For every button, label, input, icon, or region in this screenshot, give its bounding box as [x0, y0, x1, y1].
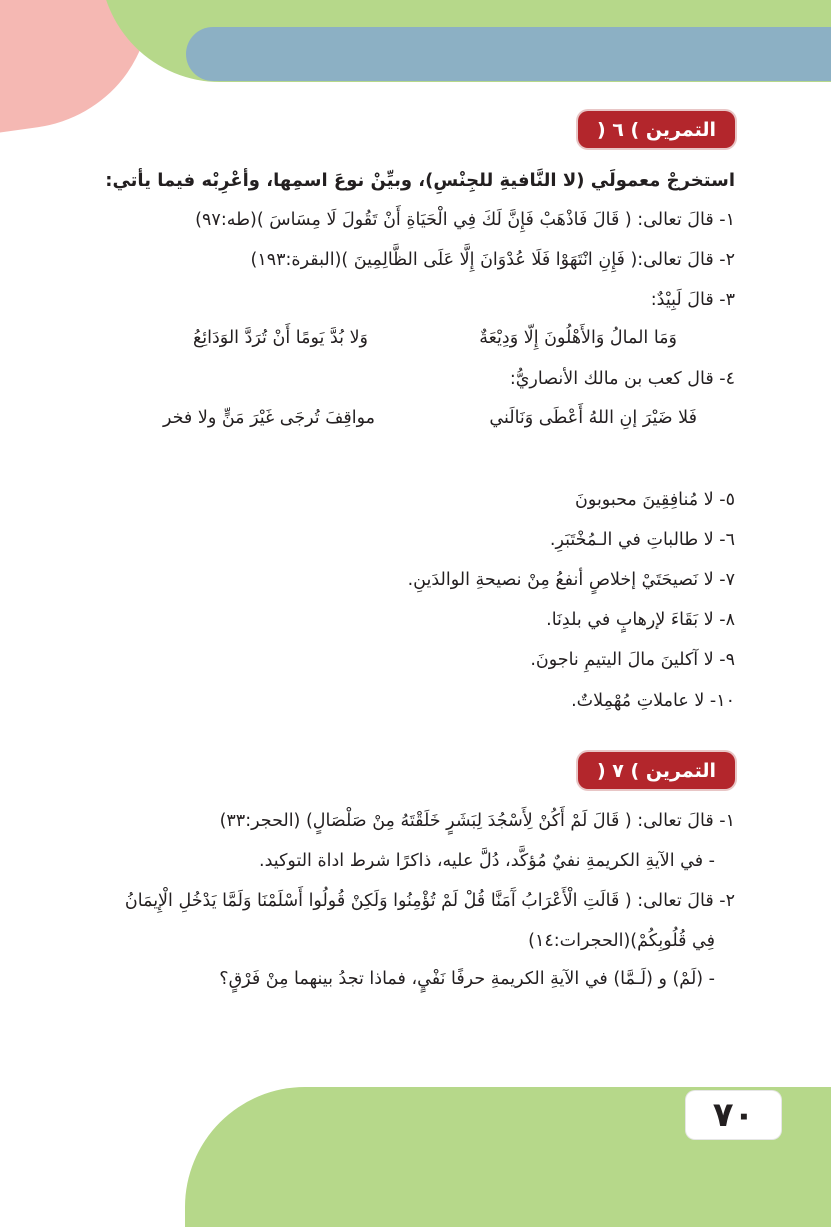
- poem-2-first-hemistich: فَلا ضَيْرَ إنِ اللهُ أَعْطَى وَنَالَني: [489, 408, 697, 428]
- exercise-7-item-2-continued: فِي قُلُوبِكُمْ)(الحجرات:١٤): [528, 931, 715, 951]
- exercise-6-title: التمرين ) ٦ (: [578, 111, 735, 148]
- page-number: ٧٠: [686, 1091, 781, 1139]
- exercise-7-title: التمرين ) ٧ (: [578, 752, 735, 789]
- exercise-7-item-1: ١- قالَ تعالى: ( قَالَ لَمْ أَكُنْ لِأَسْجُدَ لِبَشَرٍ خَلَقْتَهُ مِنْ صَلْصَالٍ) (الحجر:٣٣): [219, 811, 735, 831]
- exercise-6-item-1: ١- قالَ تعالى: ( قَالَ فَاذْهَبْ فَإِنَّ لَكَ فِي الْحَيَاةِ أَنْ تَقُولَ لَا مِسَاسَ )(طه:٩٧): [195, 210, 735, 230]
- exercise-7-item-1-question: - في الآيةِ الكريمةِ نفيٌ مُؤكَّد، دُلَّ عليه، ذاكرًا شرط اداة التوكيد.: [259, 851, 715, 871]
- exercise-6-item-5: ٥- لا مُنافِقِينَ محبوبونَ: [575, 490, 735, 510]
- exercise-6-instruction: استخرجْ معمولَي (لا النَّافيةِ للجِنْسِ)، وبيِّنْ نوعَ اسمِها، وأعْرِبْه فيما يأتي:: [105, 170, 735, 191]
- poem-1-second-hemistich: وَلا بُدَّ يَومًا أَنْ تُرَدَّ الوَدَائِعُ: [192, 328, 368, 348]
- exercise-6-item-8: ٨- لا بَقَاءَ لإرهابٍ في بلدِنَا.: [546, 610, 735, 630]
- exercise-7-item-2: ٢- قالَ تعالى: ( قَالَتِ الْأَعْرَابُ آَمَنَّا قُلْ لَمْ تُؤْمِنُوا وَلَكِنْ قُولُوا أَسْلَمْنَا وَلَمَّا يَدْخُلِ الْإِيمَانُ: [124, 891, 735, 911]
- exercise-6-item-2: ٢- قالَ تعالى:( فَإِنِ انْتَهَوْا فَلَا عُدْوَانَ إِلَّا عَلَى الظَّالِمِينَ )(البقرة:١٩٣): [250, 250, 735, 270]
- decorative-band-blue-top: [186, 27, 831, 81]
- exercise-6-item-7: ٧- لا نَصيحَتَيْ إخلاصٍ أنفعُ مِنْ نصيحةِ الوالدَينِ.: [407, 570, 735, 590]
- exercise-6-item-6: ٦- لا طالباتِ في الـمُخْتَبَرِ.: [549, 530, 735, 550]
- exercise-6-item-10: ١٠- لا عاملاتِ مُهْمِلاتٌ.: [571, 691, 735, 711]
- exercise-6-item-9: ٩- لا آكلينَ مالَ اليتيمِ ناجونَ.: [530, 650, 735, 670]
- poem-2-second-hemistich: مواقِفَ تُرجَى غَيْرَ مَنٍّ ولا فخر: [162, 408, 375, 428]
- exercise-6-item-4: ٤- قال كعب بن مالك الأنصاريُّ:: [509, 369, 735, 389]
- exercise-6-item-3: ٣- قالَ لَبِيْدٌ:: [650, 290, 735, 310]
- poem-1-first-hemistich: وَمَا المالُ وَالأَهْلُونَ إِلّا وَدِيْعَةٌ: [479, 328, 677, 348]
- exercise-7-item-2-question: - (لَمْ) و (لَـمَّا) في الآيةِ الكريمةِ حرفًا نَفْيٍ، فماذا تجدُ بينهما مِنْ فَرْقٍ؟: [219, 969, 715, 989]
